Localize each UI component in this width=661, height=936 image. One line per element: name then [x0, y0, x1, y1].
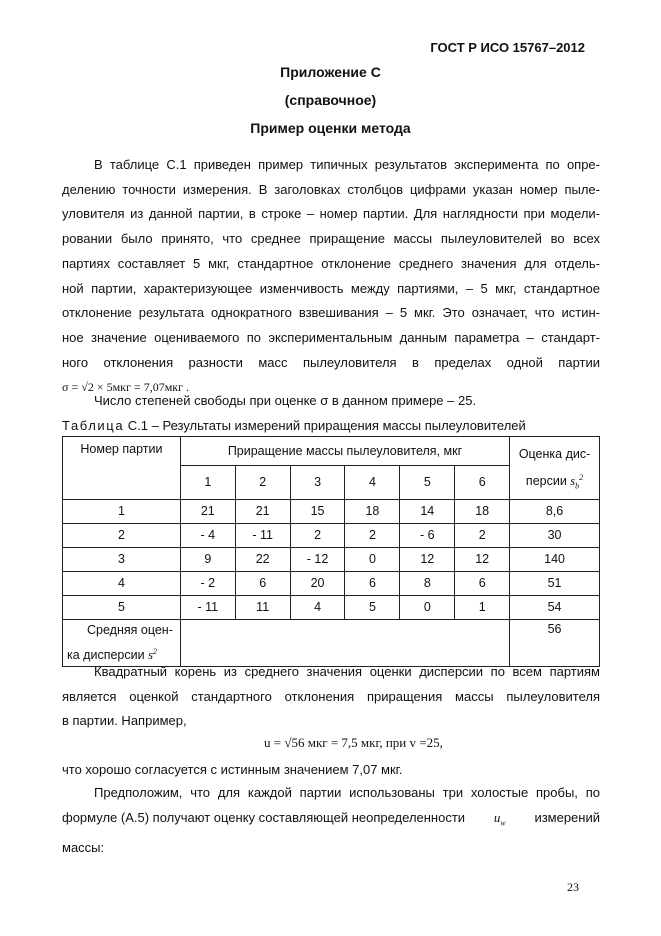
table-row: [63, 595, 600, 619]
intro-line: ного отклонения разности масс пылеуловителя в пределах одной партии: [62, 354, 600, 370]
table-row: [63, 547, 600, 571]
appendix-title: Приложение С: [280, 64, 381, 80]
suppose-line: Предположим, что для каждой партии использованы три холостые пробы, по: [94, 785, 600, 800]
average-value: 56: [510, 619, 600, 666]
collector-number: 5: [400, 465, 455, 499]
agree-sentence: что хорошо согласуется с истинным значением 7,07 мкг.: [62, 762, 403, 777]
value-cell: 1: [455, 595, 510, 619]
dof-paragraph: [62, 389, 600, 414]
value-cell: 2: [345, 523, 400, 547]
value-cell: 12: [400, 547, 455, 571]
value-cell: 6: [345, 571, 400, 595]
header-estimate-line1: Оценка дис-: [518, 447, 591, 461]
table-row: [63, 571, 600, 595]
estimate-cell: 54: [510, 595, 600, 619]
after-line: Квадратный корень из среднего значения оценки дисперсии по всем партиям: [94, 664, 600, 679]
value-cell: 20: [290, 571, 345, 595]
agree-paragraph: [62, 758, 600, 783]
table-caption: [62, 418, 526, 433]
value-cell: 2: [455, 523, 510, 547]
value-cell: 6: [455, 571, 510, 595]
value-cell: 4: [290, 595, 345, 619]
value-cell: - 2: [180, 571, 235, 595]
value-cell: 12: [455, 547, 510, 571]
intro-line: отклонение результата однократного взвешивания – 5 мкг. Это означает, что истин-: [62, 305, 600, 321]
uw-symbol: $u_w$: [493, 809, 506, 828]
intro-line: ной партии, характеризующее изменчивость между партиями, – 5 мкг, стандартное: [62, 280, 600, 296]
table-caption-text: С.1 – Результаты измерений приращения массы пылеуловителей: [124, 418, 526, 433]
value-cell: - 6: [400, 523, 455, 547]
party-cell: 3: [63, 547, 181, 571]
value-cell: 8: [400, 571, 455, 595]
suppose-paragraph: [62, 781, 600, 861]
intro-line: ное значение оцениваемого по экспериментальным данным параметра – стандарт-: [62, 329, 600, 345]
results-table: [62, 436, 600, 667]
page-number: 23: [567, 880, 579, 894]
collector-number: 1: [180, 465, 235, 499]
value-cell: 0: [400, 595, 455, 619]
collector-number: 4: [345, 465, 400, 499]
value-cell: 18: [345, 499, 400, 523]
value-cell: - 11: [180, 595, 235, 619]
intro-line: уловителя из данной партии, в строке – номер партии. Для наглядности при модели-: [62, 206, 600, 222]
value-cell: 9: [180, 547, 235, 571]
header-estimate-line2: персии: [525, 474, 567, 489]
estimate-cell: 30: [510, 523, 600, 547]
suppose-line: массы:: [62, 840, 105, 855]
estimate-cell: 140: [510, 547, 600, 571]
intro-line: В таблице С.1 приведен пример типичных результатов эксперимента по опре-: [94, 157, 600, 172]
average-symbol: $s^2$: [148, 646, 157, 662]
intro-line: партиях составляет 5 мкг, стандартное отклонение среднего значения для отдель-: [62, 255, 600, 271]
table-row: [63, 499, 600, 523]
party-cell: 4: [63, 571, 181, 595]
intro-line: ровании было принято, что среднее приращение массы пылеуловителей во всех: [62, 231, 600, 247]
header-estimate-symbol: $s_b^2$: [570, 473, 584, 491]
value-cell: 0: [345, 547, 400, 571]
estimate-cell: 8,6: [510, 499, 600, 523]
after-table-paragraph: [62, 660, 600, 734]
collector-number: 2: [235, 465, 290, 499]
header-increment: Приращение массы пылеуловителя, мкг: [180, 437, 509, 466]
value-cell: 21: [180, 499, 235, 523]
value-cell: 2: [290, 523, 345, 547]
collector-number: 3: [290, 465, 345, 499]
suppose-line: формуле (А.5) получают оценку составляющей неопределенности $u_w$ измерений: [62, 806, 600, 836]
value-cell: 18: [455, 499, 510, 523]
document-code: ГОСТ Р ИСО 15767–2012: [430, 40, 585, 55]
dof-sentence: Число степеней свободы при оценке σ в данном примере – 25.: [94, 393, 477, 408]
table-row: [63, 523, 600, 547]
estimate-cell: 51: [510, 571, 600, 595]
intro-line: делению точности измерения. В заголовках столбцов цифрами указан номер пыле-: [62, 181, 600, 197]
party-cell: 2: [63, 523, 181, 547]
appendix-heading: Пример оценки метода: [250, 120, 411, 136]
header-party: Номер партии: [63, 437, 181, 500]
value-cell: 22: [235, 547, 290, 571]
u-formula: u = √56 мкг = 7,5 мкг, при v =25,: [264, 735, 443, 750]
value-cell: - 11: [235, 523, 290, 547]
value-cell: 5: [345, 595, 400, 619]
appendix-subtitle: (справочное): [284, 92, 377, 108]
value-cell: 14: [400, 499, 455, 523]
party-cell: 5: [63, 595, 181, 619]
collector-number: 6: [455, 465, 510, 499]
value-cell: 11: [235, 595, 290, 619]
table-caption-prefix: Таблица: [62, 418, 125, 433]
after-line: в партии. Например,: [62, 713, 187, 729]
average-label: Средняя оцен- ка дисперсии $s^2$: [63, 619, 181, 666]
sigma-formula: σ = √2 × 5мкг = 7,07мкг .: [62, 380, 190, 395]
value-cell: 6: [235, 571, 290, 595]
value-cell: - 4: [180, 523, 235, 547]
intro-paragraph: [62, 153, 600, 400]
header-estimate: [510, 437, 600, 500]
after-line: является оценкой стандартного отклонения приращения массы пылеуловителя: [62, 688, 600, 704]
value-cell: - 12: [290, 547, 345, 571]
party-cell: 1: [63, 499, 181, 523]
value-cell: 21: [235, 499, 290, 523]
value-cell: 15: [290, 499, 345, 523]
